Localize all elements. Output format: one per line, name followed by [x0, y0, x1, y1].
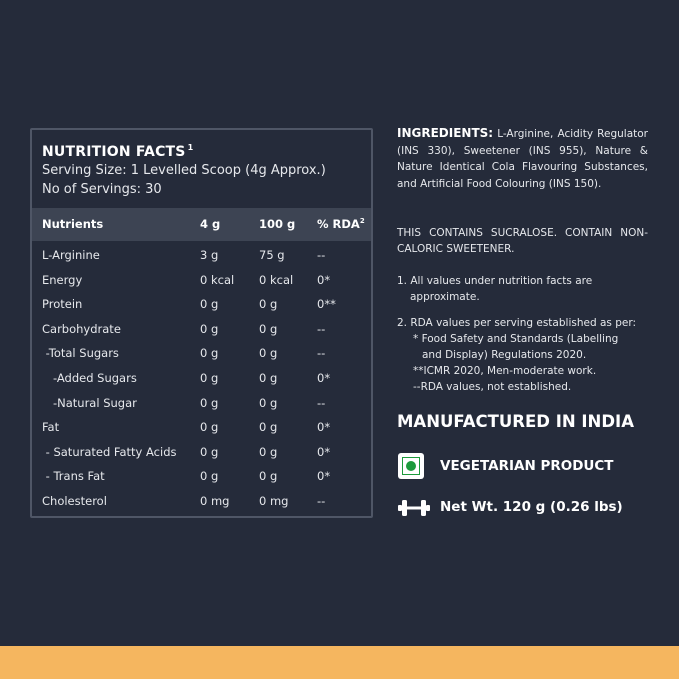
rda-value: 0*	[317, 420, 331, 435]
nutrition-title: NUTRITION FACTS $^1$	[42, 143, 194, 160]
nutrition-facts-panel	[30, 128, 373, 518]
net-weight: Net Wt. 120 g (0.26 lbs)	[440, 499, 623, 515]
per-100g-value: 0 g	[259, 420, 278, 435]
vegetarian-product-label: VEGETARIAN PRODUCT	[440, 458, 614, 474]
rda-value: --	[317, 346, 326, 361]
per-100g-value: 0 g	[259, 370, 278, 385]
footnote-1-line-2: approximate.	[410, 291, 480, 303]
rda-value: 0*	[317, 370, 331, 385]
footnote-2-line-5: --RDA values, not established.	[413, 381, 572, 393]
per-100g-value: 0 g	[259, 444, 278, 459]
nutrient-name: -Natural Sugar	[42, 395, 137, 410]
nutrition-row	[32, 340, 371, 365]
nutrition-row	[32, 365, 371, 390]
nutrition-row	[32, 414, 371, 439]
per-100g-value: 0 g	[259, 395, 278, 410]
header-rda: % RDA$^2$	[317, 217, 365, 231]
nutrient-name: Fat	[42, 420, 60, 435]
manufactured-in-india: MANUFACTURED IN INDIA	[397, 412, 634, 431]
rda-footnote-mark: 2	[359, 217, 365, 225]
nutrient-name: -Total Sugars	[42, 346, 119, 361]
nutrient-name: Cholesterol	[42, 493, 107, 508]
ingredients-text: L-Arginine, Acidity Regulator (INS 330), Sweetener (INS 955), Nature & Nature Identical Cola Flavouring Substances, and Artificial Food Colouring (INS 150).	[397, 128, 648, 190]
rda-value: 0*	[317, 272, 331, 287]
per-serving-value: 3 g	[200, 248, 219, 262]
footnote-2-line-2: * Food Safety and Standards (Labelling	[413, 333, 619, 345]
sucralose-warning: THIS CONTAINS SUCRALOSE. CONTAIN NON-CALORIC SWEETENER.	[397, 227, 648, 255]
nutrition-table-body	[32, 242, 371, 513]
nutrient-name: -Added Sugars	[42, 370, 137, 385]
ingredients-label: INGREDIENTS:	[397, 126, 494, 140]
per-serving-value: 0 g	[200, 469, 219, 484]
header-per-100g: 100 g	[259, 217, 296, 231]
rda-value: 0*	[317, 469, 331, 484]
per-serving-value: 0 g	[200, 395, 219, 410]
bottom-color-band	[0, 646, 679, 679]
nutrition-row	[32, 242, 371, 267]
rda-value: 0**	[317, 297, 336, 312]
header-per-serving: 4 g	[200, 217, 221, 231]
nutrition-row	[32, 439, 371, 464]
per-100g-value: 0 kcal	[259, 272, 294, 287]
serving-size: Serving Size: 1 Levelled Scoop (4g Approx.)	[42, 163, 326, 178]
per-serving-value: 0 mg	[200, 493, 230, 508]
nutrition-row	[32, 291, 371, 316]
header-nutrients: Nutrients	[42, 217, 104, 231]
nutrition-row	[32, 488, 371, 513]
rda-value: 0*	[317, 444, 331, 459]
vegetarian-mark-icon	[398, 453, 424, 479]
nutrition-table-header	[32, 208, 371, 241]
nutrient-name: Energy	[42, 272, 83, 287]
nutrient-name: - Trans Fat	[42, 469, 105, 484]
per-100g-value: 0 g	[259, 297, 278, 312]
nutrition-row	[32, 267, 371, 292]
per-100g-value: 0 g	[259, 346, 278, 361]
per-serving-value: 0 kcal	[200, 272, 235, 287]
nutrient-name: - Saturated Fatty Acids	[42, 444, 177, 459]
nutrition-row	[32, 316, 371, 341]
per-serving-value: 0 g	[200, 444, 219, 459]
title-footnote-mark: 1	[187, 143, 194, 152]
servings-count: No of Servings: 30	[42, 182, 162, 197]
per-100g-value: 75 g	[259, 248, 285, 262]
rda-value: --	[317, 248, 326, 262]
footnote-2-line-4: **ICMR 2020, Men-moderate work.	[413, 365, 597, 377]
nutrient-name: Protein	[42, 297, 83, 312]
rda-value: --	[317, 321, 326, 336]
nutrition-row	[32, 463, 371, 488]
footnote-2-line-1: 2. RDA values per serving established as per:	[397, 317, 636, 329]
per-serving-value: 0 g	[200, 321, 219, 336]
footnote-2-line-3: and Display) Regulations 2020.	[422, 349, 587, 361]
footnote-1-line-1: 1. All values under nutrition facts are	[397, 275, 593, 287]
rda-value: --	[317, 493, 326, 508]
per-serving-value: 0 g	[200, 370, 219, 385]
per-serving-value: 0 g	[200, 297, 219, 312]
ingredients-block	[397, 125, 648, 192]
dumbbell-icon	[398, 497, 430, 519]
per-100g-value: 0 mg	[259, 493, 289, 508]
per-serving-value: 0 g	[200, 346, 219, 361]
per-100g-value: 0 g	[259, 469, 278, 484]
rda-value: --	[317, 395, 326, 410]
per-serving-value: 0 g	[200, 420, 219, 435]
nutrient-name: Carbohydrate	[42, 321, 121, 336]
nutrient-name: L-Arginine	[42, 248, 100, 262]
per-100g-value: 0 g	[259, 321, 278, 336]
nutrition-row	[32, 390, 371, 415]
